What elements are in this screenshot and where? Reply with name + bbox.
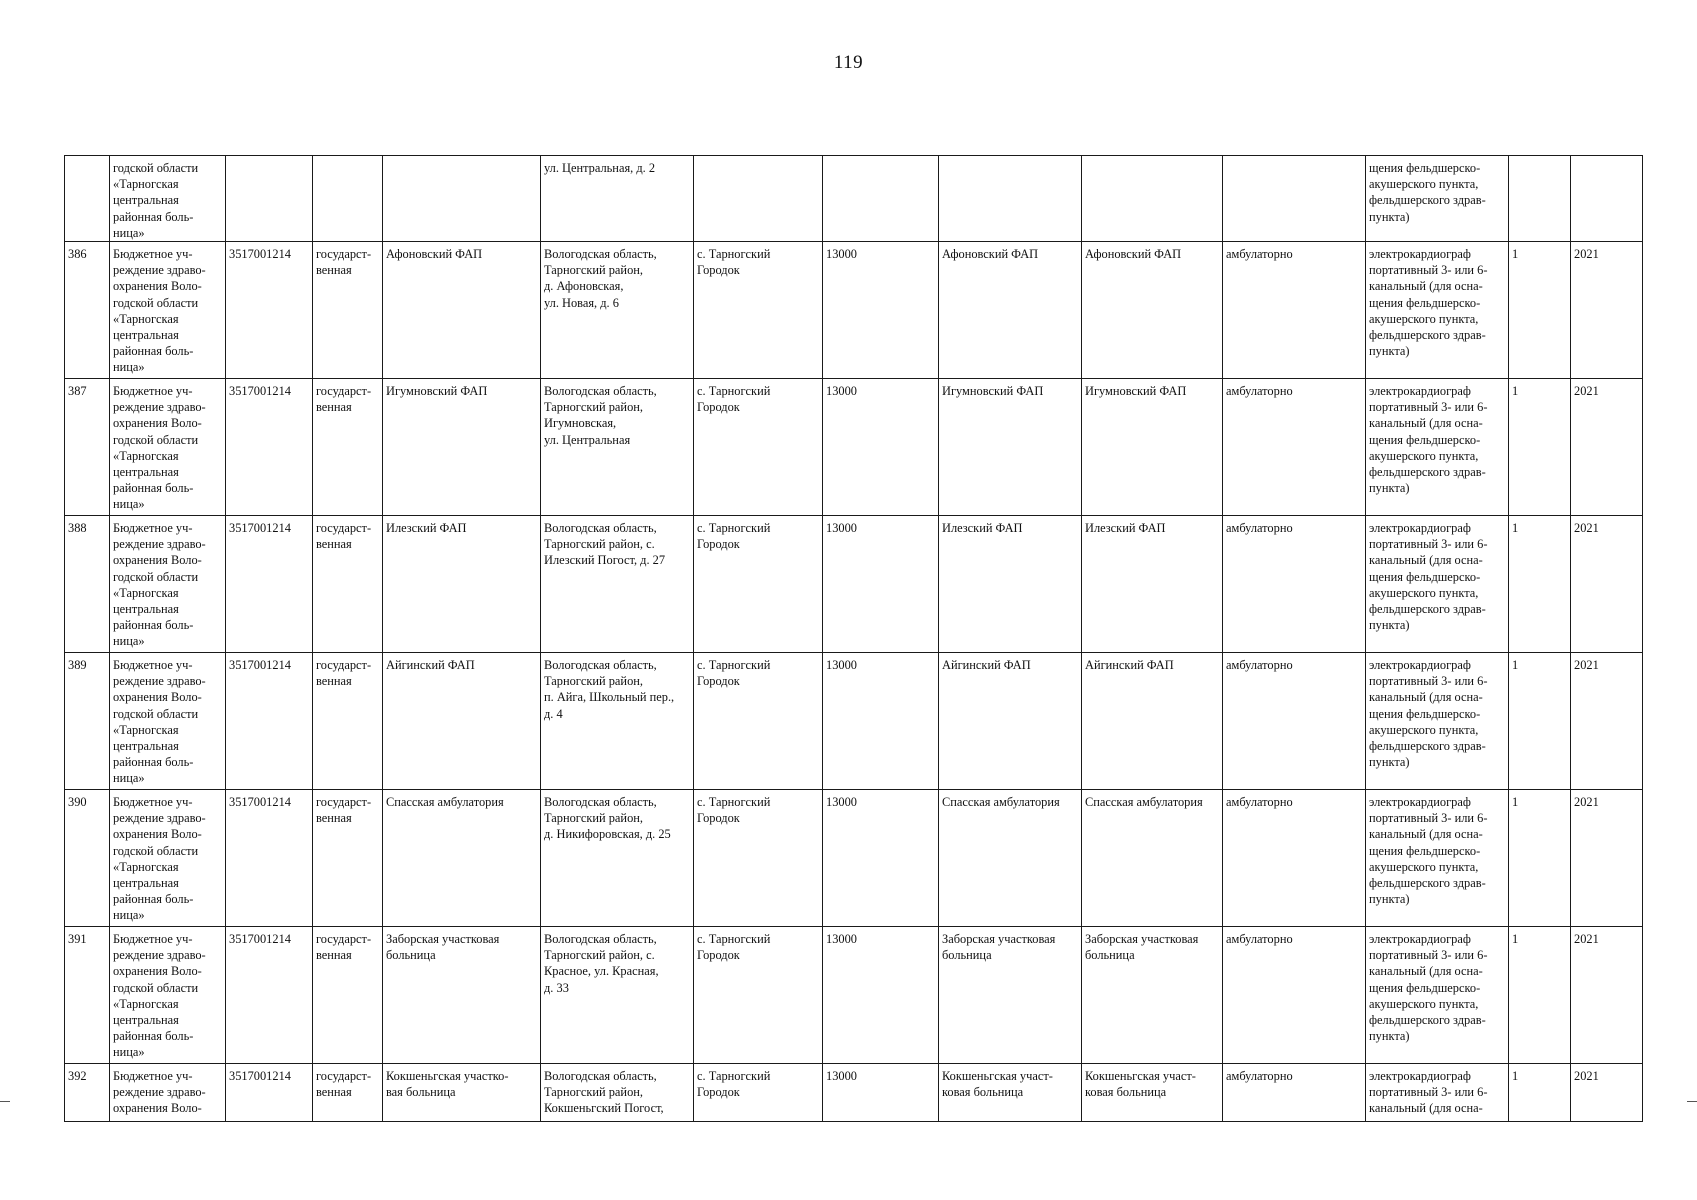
quantity-cell: 1 — [1509, 927, 1571, 1064]
address-cell: Вологодская область, Тарногский район, с. Красное, ул. Красная, д. 33 — [541, 927, 694, 1064]
facility-name-cell: Илезский ФАП — [383, 516, 541, 653]
row-number-cell: 392 — [65, 1064, 110, 1122]
table-row — [65, 242, 1643, 379]
year-cell: 2021 — [1571, 1064, 1643, 1122]
equipment-cell: щения фельдшерско- акушерского пункта, фельдшерского здрав- пункта) — [1366, 156, 1509, 242]
facility-name-cell: Спасская амбулатория — [383, 790, 541, 927]
facility-name-cell — [383, 156, 541, 242]
code-cell: 13000 — [823, 653, 939, 790]
facility-name-cell: Игумновский ФАП — [383, 379, 541, 516]
organization-cell: Бюджетное уч- реждение здраво- охранения Воло- годской области «Тарногская центральная районная боль- ница» — [110, 927, 226, 1064]
settlement-cell — [694, 156, 823, 242]
equipment-cell: электрокардиограф портативный 3- или 6- канальный (для осна- щения фельдшерско- акушерского пункта, фельдшерского здрав- пункта) — [1366, 927, 1509, 1064]
unit-name-cell: Афоновский ФАП — [939, 242, 1082, 379]
quantity-cell: 1 — [1509, 516, 1571, 653]
ownership-cell — [313, 156, 383, 242]
unit-name-cell — [939, 156, 1082, 242]
table-row — [65, 790, 1643, 927]
subdivision-name-cell: Кокшеньгская участ- ковая больница — [1082, 1064, 1223, 1122]
settlement-cell: с. Тарногский Городок — [694, 242, 823, 379]
care-condition-cell: амбулаторно — [1223, 516, 1366, 653]
address-cell: Вологодская область, Тарногский район, д. Афоновская, ул. Новая, д. 6 — [541, 242, 694, 379]
care-condition-cell: амбулаторно — [1223, 1064, 1366, 1122]
row-number-cell: 388 — [65, 516, 110, 653]
care-condition-cell: амбулаторно — [1223, 379, 1366, 516]
inn-cell: 3517001214 — [226, 653, 313, 790]
facility-name-cell: Афоновский ФАП — [383, 242, 541, 379]
settlement-cell: с. Тарногский Городок — [694, 516, 823, 653]
ownership-cell: государст- венная — [313, 242, 383, 379]
ownership-cell: государст- венная — [313, 1064, 383, 1122]
address-cell: Вологодская область, Тарногский район, Игумновская, ул. Центральная — [541, 379, 694, 516]
row-number-cell: 389 — [65, 653, 110, 790]
ownership-cell: государст- венная — [313, 790, 383, 927]
year-cell: 2021 — [1571, 516, 1643, 653]
quantity-cell: 1 — [1509, 1064, 1571, 1122]
facility-name-cell: Айгинский ФАП — [383, 653, 541, 790]
settlement-cell: с. Тарногский Городок — [694, 927, 823, 1064]
address-cell: Вологодская область, Тарногский район, п. Айга, Школьный пер., д. 4 — [541, 653, 694, 790]
subdivision-name-cell: Айгинский ФАП — [1082, 653, 1223, 790]
inn-cell: 3517001214 — [226, 516, 313, 653]
equipment-cell: электрокардиограф портативный 3- или 6- канальный (для осна- щения фельдшерско- акушерского пункта, фельдшерского здрав- пункта) — [1366, 242, 1509, 379]
quantity-cell: 1 — [1509, 653, 1571, 790]
row-number-cell: 386 — [65, 242, 110, 379]
year-cell: 2021 — [1571, 790, 1643, 927]
settlement-cell: с. Тарногский Городок — [694, 653, 823, 790]
ownership-cell: государст- венная — [313, 516, 383, 653]
inn-cell: 3517001214 — [226, 242, 313, 379]
organization-cell: Бюджетное уч- реждение здраво- охранения Воло- годской области «Тарногская центральная районная боль- ница» — [110, 379, 226, 516]
ownership-cell: государст- венная — [313, 653, 383, 790]
subdivision-name-cell — [1082, 156, 1223, 242]
organization-cell: Бюджетное уч- реждение здраво- охранения Воло- годской области «Тарногская центральная районная боль- ница» — [110, 516, 226, 653]
settlement-cell: с. Тарногский Городок — [694, 790, 823, 927]
inn-cell: 3517001214 — [226, 1064, 313, 1122]
year-cell: 2021 — [1571, 242, 1643, 379]
settlement-cell: с. Тарногский Городок — [694, 1064, 823, 1122]
unit-name-cell: Кокшеньгская участ- ковая больница — [939, 1064, 1082, 1122]
table-row — [65, 156, 1643, 242]
code-cell: 13000 — [823, 790, 939, 927]
care-condition-cell: амбулаторно — [1223, 653, 1366, 790]
row-number-cell: 390 — [65, 790, 110, 927]
code-cell: 13000 — [823, 1064, 939, 1122]
year-cell: 2021 — [1571, 927, 1643, 1064]
care-condition-cell: амбулаторно — [1223, 242, 1366, 379]
table-row — [65, 379, 1643, 516]
code-cell: 13000 — [823, 379, 939, 516]
year-cell: 2021 — [1571, 379, 1643, 516]
subdivision-name-cell: Афоновский ФАП — [1082, 242, 1223, 379]
subdivision-name-cell: Заборская участковая больница — [1082, 927, 1223, 1064]
organization-cell: годской области «Тарногская центральная районная боль- ница» — [110, 156, 226, 242]
organization-cell: Бюджетное уч- реждение здраво- охранения Воло- годской области «Тарногская центральная районная боль- ница» — [110, 790, 226, 927]
care-condition-cell: амбулаторно — [1223, 927, 1366, 1064]
ownership-cell: государст- венная — [313, 927, 383, 1064]
subdivision-name-cell: Спасская амбулатория — [1082, 790, 1223, 927]
page-number: 119 — [833, 52, 864, 73]
quantity-cell: 1 — [1509, 242, 1571, 379]
quantity-cell — [1509, 156, 1571, 242]
unit-name-cell: Заборская участковая больница — [939, 927, 1082, 1064]
inn-cell: 3517001214 — [226, 927, 313, 1064]
settlement-cell: с. Тарногский Городок — [694, 379, 823, 516]
equipment-cell: электрокардиограф портативный 3- или 6- канальный (для осна- щения фельдшерско- акушерского пункта, фельдшерского здрав- пункта) — [1366, 653, 1509, 790]
row-number-cell: 391 — [65, 927, 110, 1064]
row-number-cell — [65, 156, 110, 242]
unit-name-cell: Игумновский ФАП — [939, 379, 1082, 516]
table-row — [65, 927, 1643, 1064]
table-row — [65, 516, 1643, 653]
year-cell — [1571, 156, 1643, 242]
code-cell — [823, 156, 939, 242]
organization-cell: Бюджетное уч- реждение здраво- охранения Воло- годской области «Тарногская центральная районная боль- ница» — [110, 242, 226, 379]
left-edge-mark — [0, 1101, 10, 1102]
table-row — [65, 653, 1643, 790]
unit-name-cell: Илезский ФАП — [939, 516, 1082, 653]
code-cell: 13000 — [823, 516, 939, 653]
organization-cell: Бюджетное уч- реждение здраво- охранения Воло- годской области «Тарногская центральная районная боль- ница» — [110, 653, 226, 790]
row-number-cell: 387 — [65, 379, 110, 516]
address-cell: Вологодская область, Тарногский район, Кокшеньгский Погост, — [541, 1064, 694, 1122]
code-cell: 13000 — [823, 242, 939, 379]
care-condition-cell — [1223, 156, 1366, 242]
table-body — [65, 156, 1643, 1122]
equipment-table — [64, 155, 1643, 1122]
facility-name-cell: Кокшеньгская участко- вая больница — [383, 1064, 541, 1122]
equipment-cell: электрокардиограф портативный 3- или 6- канальный (для осна- щения фельдшерско- акушерского пункта, фельдшерского здрав- пункта) — [1366, 516, 1509, 653]
equipment-cell: электрокардиограф портативный 3- или 6- канальный (для осна- — [1366, 1064, 1509, 1122]
equipment-cell: электрокардиограф портативный 3- или 6- канальный (для осна- щения фельдшерско- акушерского пункта, фельдшерского здрав- пункта) — [1366, 379, 1509, 516]
subdivision-name-cell: Илезский ФАП — [1082, 516, 1223, 653]
organization-cell: Бюджетное уч- реждение здраво- охранения Воло- — [110, 1064, 226, 1122]
care-condition-cell: амбулаторно — [1223, 790, 1366, 927]
equipment-cell: электрокардиограф портативный 3- или 6- канальный (для осна- щения фельдшерско- акушерского пункта, фельдшерского здрав- пункта) — [1366, 790, 1509, 927]
address-cell: ул. Центральная, д. 2 — [541, 156, 694, 242]
unit-name-cell: Айгинский ФАП — [939, 653, 1082, 790]
inn-cell: 3517001214 — [226, 790, 313, 927]
inn-cell — [226, 156, 313, 242]
quantity-cell: 1 — [1509, 790, 1571, 927]
year-cell: 2021 — [1571, 653, 1643, 790]
address-cell: Вологодская область, Тарногский район, с. Илезский Погост, д. 27 — [541, 516, 694, 653]
unit-name-cell: Спасская амбулатория — [939, 790, 1082, 927]
subdivision-name-cell: Игумновский ФАП — [1082, 379, 1223, 516]
table-row — [65, 1064, 1643, 1122]
quantity-cell: 1 — [1509, 379, 1571, 516]
inn-cell: 3517001214 — [226, 379, 313, 516]
ownership-cell: государст- венная — [313, 379, 383, 516]
facility-name-cell: Заборская участковая больница — [383, 927, 541, 1064]
right-edge-mark — [1687, 1101, 1697, 1102]
code-cell: 13000 — [823, 927, 939, 1064]
address-cell: Вологодская область, Тарногский район, д. Никифоровская, д. 25 — [541, 790, 694, 927]
